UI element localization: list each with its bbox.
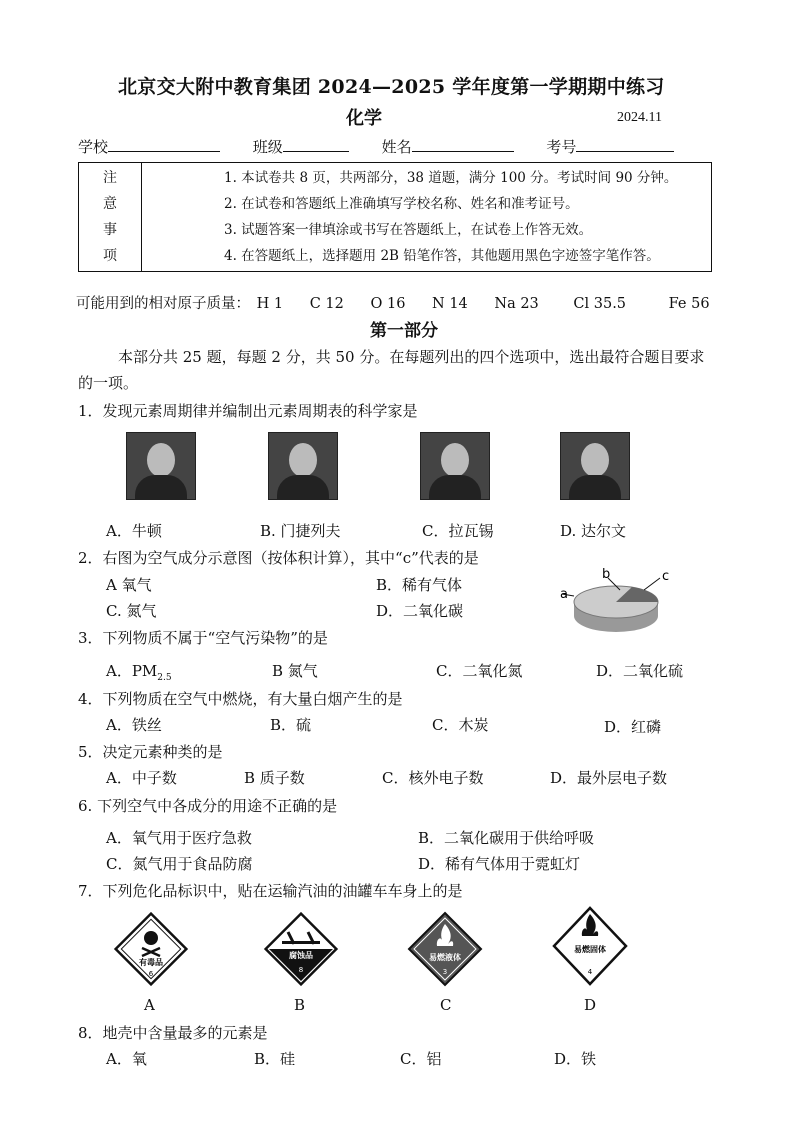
school-blank <box>108 137 220 152</box>
sign-text: 有毒品 <box>139 958 163 967</box>
exam-date: 2024.11 <box>617 110 662 125</box>
question-6-option-b[interactable]: B．二氧化碳用于供给呼吸 <box>418 829 595 847</box>
question-8-option-a[interactable]: A．氧 <box>106 1050 147 1068</box>
question-3-stem: 3．下列物质不属于“空气污染物”的是 <box>78 629 328 647</box>
notice-side-char: 事 <box>103 222 117 238</box>
atomic-mass-row <box>76 292 732 313</box>
sign-text: 易燃固体 <box>574 945 606 954</box>
sign-number: 4 <box>587 968 593 976</box>
atomic-mass-label: 可能用到的相对原子质量： <box>76 296 250 312</box>
portrait-mendeleev-image <box>268 432 338 500</box>
question-7-option-c[interactable]: C <box>440 996 452 1014</box>
atomic-mass-item: Na 23 <box>494 296 539 312</box>
question-2-option-a[interactable]: A 氧气 <box>106 576 152 594</box>
question-3-option-c[interactable]: C．二氧化氮 <box>436 662 523 680</box>
question-1-stem: 1．发现元素周期律并编制出元素周期表的科学家是 <box>78 402 418 420</box>
sign-number: 8 <box>298 966 304 974</box>
portrait-darwin-image <box>560 432 630 500</box>
student-info-row <box>78 136 674 157</box>
question-3-option-d[interactable]: D．二氧化硫 <box>596 662 684 680</box>
flammable-liquid-sign-icon <box>406 910 484 988</box>
question-2-option-b[interactable]: B．稀有气体 <box>376 576 463 594</box>
question-5-option-a[interactable]: A．中子数 <box>106 769 177 787</box>
notice-side-char: 注 <box>103 170 117 186</box>
pie-label-b: b <box>602 567 611 582</box>
question-4-option-b[interactable]: B．硫 <box>270 716 312 734</box>
exam-number-label: 考号 <box>546 138 577 156</box>
question-1-option-a[interactable]: A．牛顿 <box>106 522 162 540</box>
name-label: 姓名 <box>381 138 412 156</box>
atomic-mass-item: N 14 <box>432 296 468 312</box>
question-5-stem: 5．决定元素种类的是 <box>78 743 223 761</box>
question-3-option-b[interactable]: B 氮气 <box>272 662 318 680</box>
question-5-option-c[interactable]: C．核外电子数 <box>382 769 484 787</box>
notice-body <box>142 163 712 272</box>
question-4-option-a[interactable]: A．铁丝 <box>106 716 162 734</box>
question-8-stem: 8．地壳中含量最多的元素是 <box>78 1024 268 1042</box>
pie-label-a: a <box>560 587 568 602</box>
portrait-lavoisier-image <box>420 432 490 500</box>
flammable-solid-sign-icon <box>550 904 630 988</box>
atomic-mass-item: O 16 <box>370 296 406 312</box>
question-8-option-c[interactable]: C．铝 <box>400 1050 442 1068</box>
school-label: 学校 <box>78 138 109 156</box>
notice-item: 2. 在试卷和答题纸上准确填写学校名称、姓名和准考证号。 <box>224 196 579 212</box>
atomic-mass-item: H 1 <box>256 296 284 312</box>
question-4-option-d[interactable]: D．红磷 <box>604 718 662 736</box>
notice-side-label <box>79 163 142 272</box>
question-7-option-a[interactable]: A <box>144 996 155 1014</box>
part-one-title: 第一部分 <box>370 321 438 341</box>
part-one-intro: 本部分共 25 题，每题 2 分，共 50 分。在每题列出的四个选项中，选出最符合题目要求的一项。 <box>78 348 705 392</box>
atomic-mass-item: Cl 35.5 <box>573 296 627 312</box>
question-7-option-d[interactable]: D <box>584 996 597 1014</box>
class-blank <box>283 137 349 152</box>
atomic-mass-item: Fe 56 <box>668 296 710 312</box>
portrait-newton-image <box>126 432 196 500</box>
question-1-option-b[interactable]: B. 门捷列夫 <box>260 522 341 540</box>
label-line-c <box>644 578 660 590</box>
sign-text: 易燃液体 <box>429 953 461 962</box>
question-4-stem: 4．下列物质在空气中燃烧，有大量白烟产生的是 <box>78 690 403 708</box>
subject-title: 化学 <box>346 108 382 129</box>
question-6-stem: 6. 下列空气中各成分的用途不正确的是 <box>78 797 338 815</box>
exam-title: 北京交大附中教育集团 2024—2025 学年度第一学期期中练习 <box>118 76 665 98</box>
question-8-option-d[interactable]: D．铁 <box>554 1050 597 1068</box>
option-text: A．PM <box>106 662 158 680</box>
question-6-option-a[interactable]: A．氧气用于医疗急救 <box>106 829 252 847</box>
notice-side-char: 意 <box>103 196 117 212</box>
question-4-option-c[interactable]: C．木炭 <box>432 716 489 734</box>
question-1-option-d[interactable]: D. 达尔文 <box>560 522 627 540</box>
class-label: 班级 <box>252 138 283 156</box>
notice-side-char: 项 <box>103 248 117 264</box>
question-6-option-c[interactable]: C．氮气用于食品防腐 <box>106 855 253 873</box>
question-1-option-c[interactable]: C．拉瓦锡 <box>422 522 494 540</box>
exam-number-blank <box>576 137 674 152</box>
sign-text: 腐蚀品 <box>289 951 313 960</box>
question-3-option-a[interactable] <box>106 660 172 683</box>
atomic-mass-item: C 12 <box>309 296 344 312</box>
notice-table <box>78 162 712 272</box>
question-6-option-d[interactable]: D．稀有气体用于霓虹灯 <box>418 855 581 873</box>
toxic-hazard-sign-icon <box>112 910 190 988</box>
question-2-option-c[interactable]: C. 氮气 <box>106 602 157 620</box>
question-7-option-b[interactable]: B <box>294 996 306 1014</box>
air-composition-pie-diagram <box>560 566 678 648</box>
sign-number: 6 <box>148 970 154 978</box>
name-blank <box>412 137 514 152</box>
pm-subscript: 2.5 <box>157 673 172 683</box>
question-2-option-d[interactable]: D．二氧化碳 <box>376 602 464 620</box>
notice-item: 3. 试题答案一律填涂或书写在答题纸上，在试卷上作答无效。 <box>224 222 593 238</box>
notice-item: 1. 本试卷共 8 页，共两部分，38 道题，满分 100 分。考试时间 90 分钟。 <box>224 170 678 186</box>
question-5-option-b[interactable]: B 质子数 <box>244 769 305 787</box>
question-5-option-d[interactable]: D．最外层电子数 <box>550 769 668 787</box>
question-8-option-b[interactable]: B．硅 <box>254 1050 296 1068</box>
pie-label-c: c <box>662 569 670 584</box>
sign-number: 3 <box>442 968 448 976</box>
question-2-stem: 2．右图为空气成分示意图（按体积计算），其中“c”代表的是 <box>78 549 479 567</box>
corrosive-hazard-sign-icon <box>262 910 340 988</box>
notice-item: 4. 在答题纸上，选择题用 2B 铅笔作答，其他题用黑色字迹签字笔作答。 <box>224 248 660 264</box>
question-7-stem: 7．下列危化品标识中，贴在运输汽油的油罐车车身上的是 <box>78 882 463 900</box>
